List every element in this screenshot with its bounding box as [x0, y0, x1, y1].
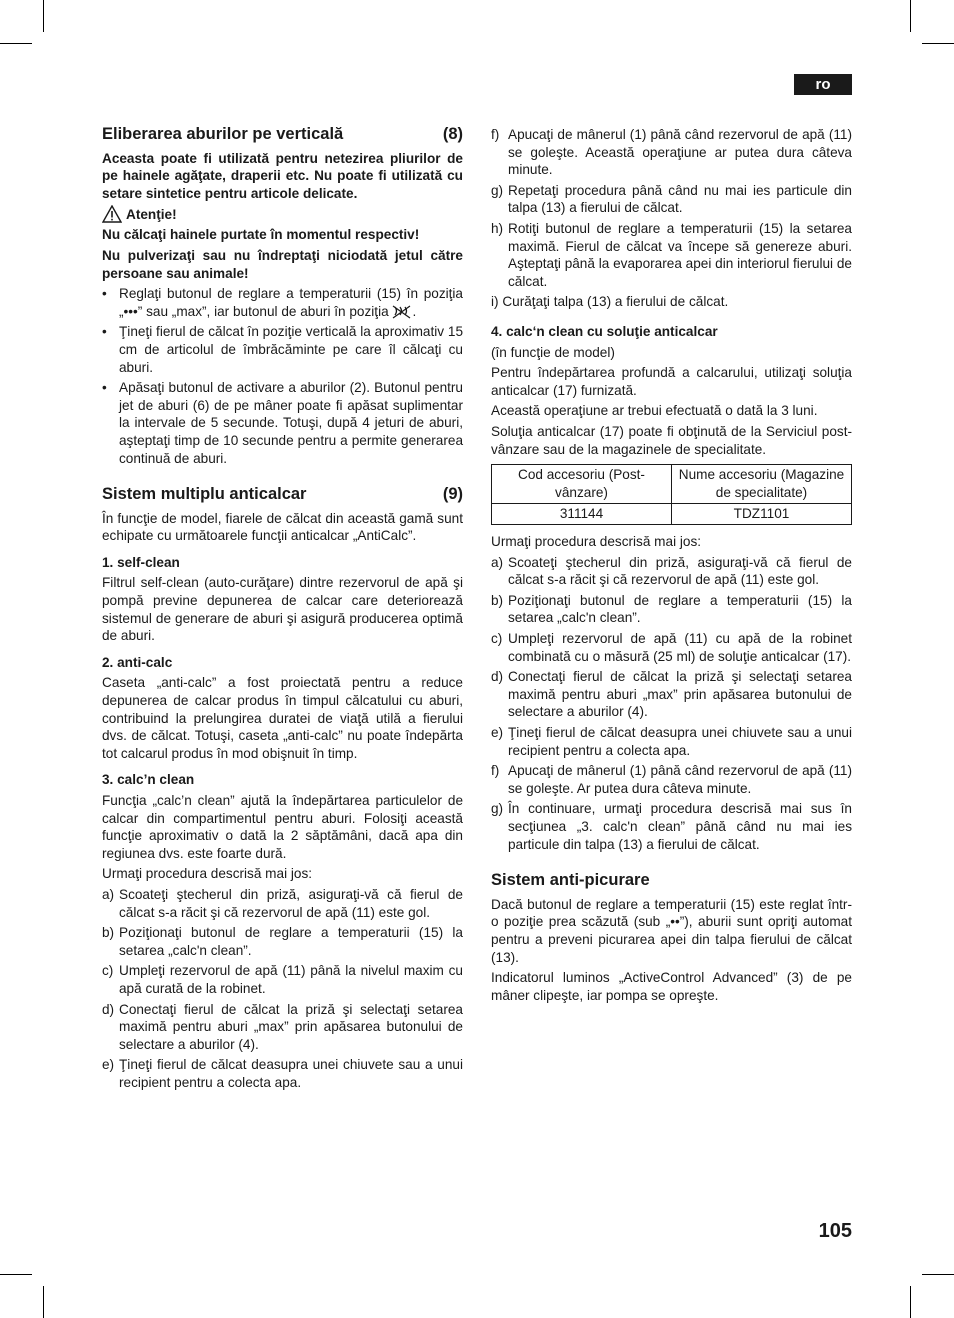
step-item [491, 800, 852, 853]
table-row [492, 504, 852, 525]
table-header-cell: Nume accesoriu (Magazine de specialitate) [672, 465, 852, 504]
left-column [102, 126, 463, 1095]
step-text: Ţineţi fierul de călcat deasupra unei chiuvete sau a unui recipient pentru a colecta apa. [508, 725, 852, 758]
step-marker: a) [102, 886, 115, 902]
subsection-1-text: Filtrul self-clean (auto-curăţare) dintre rezervorul de apă şi pompă previne depunerea de calcar care deteriorează sistemul de generare de aburi şi asigură producerea optimă de aburi. [102, 575, 463, 644]
bullet-text: Apăsaţi butonul de activare a aburilor (2). Butonul pentru jet de aburi (6) de pe mâner poate fi apăsat suplimentar la intervale de 5 secunde. Totuşi, după 4 jeturi de aburi, aşteptaţi timp de 10 secunde pentru a permite generarea continuă de aburi. [119, 380, 463, 466]
subsection-4-para-3: Soluţia anticalcar (17) poate fi obţinută de la Serviciul post-vânzare sau de la magazinele de specialitate. [491, 423, 852, 457]
step-marker: f) [491, 127, 500, 142]
step-item [491, 724, 852, 759]
step-item [102, 962, 463, 997]
step-marker: e) [491, 725, 504, 741]
accessory-table [491, 464, 852, 525]
crop-mark-bottom-right-v [910, 1286, 911, 1318]
bullet-item [102, 285, 463, 320]
subsection-3-text: Funcţia „calc’n clean” ajută la îndepărtarea particulelor de calcar din compartimentul pentru aburi. Folosiţi această funcţie aproximativ o dată la 2 săptămâni, dacă apa din regiunea dvs. este foarte dură. [102, 793, 463, 861]
table-cell: 311144 [492, 504, 672, 525]
subsection-1-title: 1. self-clean [102, 554, 180, 570]
section-9-title: Sistem multiplu anticalcar [102, 485, 307, 504]
step-item [491, 126, 852, 179]
step-marker: d) [491, 669, 504, 685]
step-marker: d) [102, 1001, 115, 1017]
section-9-intro: În funcţie de model, fiarele de călcat din această gamă sunt echipate cu următoarele funcţii anticalcar „AntiCalc”. [102, 510, 463, 544]
step-text: Umpleţi rezervorul de apă (11) până la nivelul maxim cu apă curată de la robinet. [119, 963, 463, 996]
step-text: Poziţionaţi butonul de reglare a temperaturii (15) la setarea „calc'n clean”. [119, 925, 463, 958]
subsection-3-title: 3. calc’n clean [102, 772, 195, 788]
step-text: Apucaţi de mânerul (1) până când rezervorul de apă (11) se goleşte. Ar putea dura câteva minute. [508, 763, 852, 796]
bullet-marker: • [102, 286, 107, 302]
step-text: Scoateţi ştecherul din priză, asiguraţi-vă că fierul de călcat s-a răcit şi că rezervorul de apă (11) este gol. [508, 554, 852, 588]
step-text: Conectaţi fierul de călcat la priză şi selectaţi setarea maximă pentru aburi „max” prin apăsarea butonului de selectare a aburilor (4). [508, 669, 852, 720]
subsection-3-follow: Urmaţi procedura descrisă mai jos: [102, 866, 313, 882]
step-item [491, 592, 852, 627]
step-text: Umpleţi rezervorul de apă (11) cu apă de la robinet combinată cu o măsură (25 ml) de soluţie anticalcar (17). [508, 631, 852, 664]
steam-off-icon [392, 304, 412, 320]
step-text: În continuare, urmaţi procedura descrisă mai sus în secţiunea „3. calc'n clean” până când nu mai ies particule din talpa (13) a fierului de călcat. [508, 801, 852, 852]
warning-text-1: Nu călcaţi hainele purtate în momentul respectiv! [102, 227, 420, 243]
subsection-4-title: 4. calc‘n clean cu soluţie anticalcar [491, 323, 718, 339]
step-text: Rotiţi butonul de reglare a temperaturii (15) la setarea maximă. Fierul de călcat va începe să genereze aburi. Aşteptaţi până la evaporarea apei din interiorul fierului de călcat. [508, 220, 852, 289]
subsection-4-para-2: Această operaţiune ar trebui efectuată o dată la 3 luni. [491, 403, 818, 419]
step-item [491, 220, 852, 290]
step-marker: b) [102, 925, 115, 941]
step-item [102, 1001, 463, 1054]
subsection-4-follow: Urmaţi procedura descrisă mai jos: [491, 534, 702, 550]
section-9-number: (9) [442, 485, 463, 504]
subsection-4-para-1: Pentru îndepărtarea profundă a calcarului, utilizaţi soluţia anticalcar (17) furnizată. [491, 365, 852, 398]
step-item [102, 886, 463, 921]
step-item [491, 668, 852, 721]
warning-heading [102, 205, 463, 223]
crop-mark-bottom-left-h [0, 1274, 32, 1275]
subsection-2-text: Caseta „anti-calc” a fost proiectată pentru a reduce depunerea de calcar produs în timpul călcatului cu aburi, contribuind la prelungirea duratei de viaţă utilă a fierului dvs. de călcat. Totuşi, caseta „anti-calc” nu poate îndepărta tot calcarul produs în mod obişnuit în timp. [102, 675, 463, 761]
page-number: 105 [818, 1220, 852, 1242]
section-8-title: Eliberarea aburilor pe verticală [102, 125, 344, 143]
step-text: Scoateţi ştecherul din priză, asiguraţi-vă că fierul de călcat s-a răcit şi că rezervorul de apă (11) este gol. [119, 886, 463, 920]
bullet-text: Reglaţi butonul de reglare a temperaturii (15) în poziţia „•••” sau „max”, iar butonul de aburi în poziţia [119, 286, 463, 319]
anti-drip-para-1: Dacă butonul de reglare a temperaturii (15) este reglat într-o poziţie prea scăzută (sub „••”), aburii sunt opriţi automat pentru a preveni picurarea apei din talpa fierului de călcat (13). [491, 896, 852, 965]
warning-text-2: Nu pulverizaţi sau nu îndreptaţi niciodată jetul către persoane sau animale! [102, 247, 463, 281]
step-marker: c) [491, 631, 503, 647]
right-column [491, 126, 852, 1007]
section-8-intro: Aceasta poate fi utilizată pentru netezirea pliurilor de pe hainele agăţate, draperii etc. Nu poate fi utilizată cu setare sintetice pentru articole delicate. [102, 150, 463, 201]
step-marker: e) [102, 1057, 115, 1073]
step-text: Apucaţi de mânerul (1) până când rezervorul de apă (11) se goleşte. Această operaţiune ar putea dura câteva minute. [508, 127, 852, 178]
section-8-heading [102, 126, 463, 144]
subsection-2-title: 2. anti-calc [102, 654, 173, 670]
step-marker: g) [491, 182, 504, 198]
step-item [491, 182, 852, 217]
bullet-marker: • [102, 324, 107, 340]
step-marker: f) [491, 763, 500, 779]
step-text: Ţineţi fierul de călcat deasupra unei chiuvete sau a unui recipient pentru a colecta apa. [119, 1057, 463, 1090]
table-header-cell: Cod accesoriu (Post-vânzare) [492, 465, 672, 504]
bullet-item [102, 323, 463, 376]
crop-mark-top-left-h [0, 43, 32, 44]
crop-mark-top-right-v [910, 0, 911, 32]
step-text: Conectaţi fierul de călcat la priză şi selectaţi setarea maximă pentru aburi „max” prin apăsarea butonului de selectare a aburilor (4). [119, 1001, 463, 1052]
anti-drip-para-2: Indicatorul luminos „ActiveControl Advanced” (3) de pe mâner clipeşte, iar pompa se opreşte. [491, 970, 852, 1003]
table-cell: TDZ1101 [672, 504, 852, 525]
subsection-4-model-note: (în funcţie de model) [491, 344, 615, 360]
step-marker: b) [491, 592, 504, 608]
crop-mark-bottom-left-v [43, 1286, 44, 1318]
bullet-marker: • [102, 380, 107, 396]
step-item [491, 762, 852, 797]
bullet-text: Ţineţi fierul de călcat în poziţie verticală la aproximativ 15 cm de articolul de îmbrăcăminte pe care îl călcaţi cu aburi. [119, 324, 463, 375]
table-header-row [492, 465, 852, 504]
step-item [102, 924, 463, 959]
crop-mark-top-left-v [43, 0, 44, 32]
bullet-item [102, 379, 463, 467]
step-marker: h) [491, 220, 504, 236]
step-marker: g) [491, 801, 504, 817]
crop-mark-bottom-right-h [922, 1274, 954, 1275]
bullet-text-end: . [412, 303, 417, 319]
step-item [491, 630, 852, 665]
step-marker: c) [102, 963, 114, 979]
step-item [491, 554, 852, 589]
step-text: Poziţionaţi butonul de reglare a temperaturii (15) la setarea „calc'n clean”. [508, 592, 852, 626]
step-marker: a) [491, 554, 504, 570]
section-9-heading [102, 486, 463, 504]
warning-triangle-icon [102, 205, 122, 223]
anti-drip-heading: Sistem anti-picurare [491, 871, 650, 890]
step-item [102, 1056, 463, 1091]
section-8-number: (8) [442, 125, 463, 143]
step-i-text: i) Curăţaţi talpa (13) a fierului de călcat. [491, 294, 729, 310]
warning-label: Atenţie! [126, 206, 177, 222]
language-tab: ro [794, 74, 852, 95]
step-text: Repetaţi procedura până când nu mai ies particule din talpa (13) a fierului de călcat. [508, 182, 852, 216]
crop-mark-top-right-h [922, 43, 954, 44]
